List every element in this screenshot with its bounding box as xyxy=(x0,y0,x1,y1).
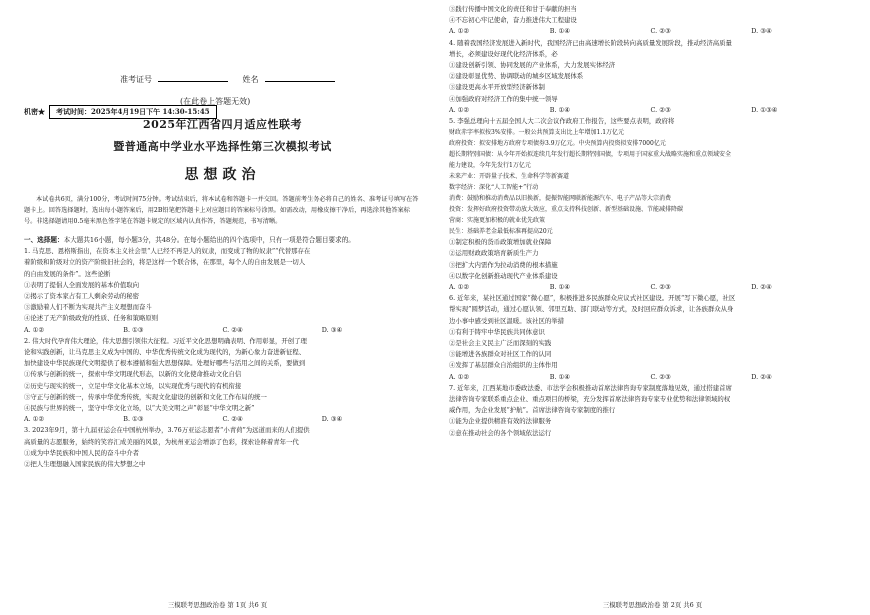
answer-option: A. ①② xyxy=(449,105,470,114)
question-choice: ③建设更高水平开放型经济新体制 xyxy=(449,83,545,92)
question xyxy=(449,38,852,116)
question-stem-line: 财政赤字率拟按3%安排。一般公共预算支出比上年增加1.1万亿元 xyxy=(449,129,625,137)
question-choice: ②意在推动社会的各个领域依法运行 xyxy=(449,428,552,437)
question-stem-line: 政府投资：拟安排地方政府专项债券3.9万亿元。中央预算内投资拟安排7000亿元 xyxy=(449,140,666,148)
secret-row xyxy=(24,105,217,119)
answer-option: A. ①② xyxy=(449,27,470,36)
question-choice: ②历史与现实的统一，立足中华文化基本立场，以实现优秀与现代的有机衔接 xyxy=(24,381,242,390)
candidate-info-line xyxy=(120,74,341,85)
answer-options xyxy=(449,282,852,293)
answer-option: B. ①③ xyxy=(123,325,144,334)
question-choice: ①能为企业提供精准有效的法律服务 xyxy=(449,417,552,426)
question-choice: ②建设彰显优势、协调联动的城乡区域发展体系 xyxy=(449,72,584,81)
question-stem-line: 论和实践创新，让马克思主义成为中国的、中华优秀传统文化成为现代的，为新心象力奋进新征程、 xyxy=(24,348,306,357)
answer-options xyxy=(24,414,421,425)
question-stem-line: 加快建设中华民族现代文明提供了根本遵循和强大思想保障。处理好哪些与活用之间的关系，要做到 xyxy=(24,359,306,368)
page-right xyxy=(435,0,870,615)
exam-title: 2025年江西省四月适应性联考 xyxy=(142,118,303,131)
answer-option: B. ①④ xyxy=(549,372,570,381)
question-choice: ①有利于铸牢中华民族共同体意识 xyxy=(449,327,545,336)
question-stem-line: 4. 随着我国经济发展进入新时代，我国经济已由高速增长阶段转向高质量发展阶段，推动经济高质量 xyxy=(449,38,732,47)
answer-options xyxy=(449,26,852,37)
answer-option: A. ①② xyxy=(449,283,470,292)
question-choice: ②运用财政政策培育新质生产力 xyxy=(449,249,539,258)
question-choice: ③守正与创新的统一，传承中华优秀传统，实现文化建设的创新和文化工作布局的统一 xyxy=(24,392,267,401)
question-stem-line: 着阶级和阶级对立的资产阶级旧社会的，将是这样一个联合体，在那里，每个人的自由发展是一切人 xyxy=(24,258,306,267)
footer-right: 三模联考思想政治卷 第 2页 共6 页 xyxy=(602,601,703,609)
subject-title: 思想政治 xyxy=(184,167,261,183)
question-choice: ③能增进各族群众对社区工作的认同 xyxy=(449,350,552,359)
question-stem-line: 2. 伟大时代孕育伟大理论，伟大思想引领伟大征程。习近平文化思想明确表明、作用彰显，开创了理 xyxy=(24,336,307,345)
question-choice: ④民族与世界的统一，坚守中华文化立场，以“大美文明之声”彰显“中华文明之新” xyxy=(24,404,255,413)
question-choice: ③把扩大内需作为拉动消费的根本措施 xyxy=(449,260,558,269)
question xyxy=(24,336,421,426)
answer-option: B. ①④ xyxy=(549,105,570,114)
question-choice: ①建设创新引领、协同发展的产业体系，大力发展实体经济 xyxy=(449,61,616,70)
question-choice: ①成为中华民族和中国人民的奋斗中介者 xyxy=(24,448,140,457)
answer-option: C. ②③ xyxy=(650,105,671,114)
answer-option: C. ②③ xyxy=(650,372,671,381)
answer-option: D. ③④ xyxy=(321,325,343,334)
question xyxy=(449,383,852,439)
question-choice: ④论述了无产阶级政党的性质、任务和策略原则 xyxy=(24,314,159,323)
question-stem-line: 6. 近年来，某社区通过国家“微心愿”，积极推进多民族群众应议式社区建设。开展“写下微心愿，社区 xyxy=(449,294,736,303)
answer-option: D. ②④ xyxy=(751,283,772,292)
question-choice: ①制定积极的货币政策增加就业保障 xyxy=(449,238,552,247)
continued-choices xyxy=(449,4,852,38)
question-stem-line: 3. 2023年9月，第十九届亚运会在中国杭州举办，3.76万亚运志愿者“小青荷”为远道而来的人们提供 xyxy=(24,426,310,435)
question-stem-line: 民生：基础养老金最低标准再提高20元 xyxy=(449,228,553,236)
question-stem-line: 数字经济：深化“人工智能+”行动 xyxy=(449,184,539,192)
section-text: 本大题共16小题，每小题3分，共48分。在每小题给出的四个选项中，只有一项是符合题目要求的。 xyxy=(63,236,355,244)
question-stem-line: 7. 近年来，江西某地市委政法委、市法学会积极推动首席法律咨询专家制度落地见效，通过搭建首席 xyxy=(449,383,732,392)
instructions: 本试卷共6页，满分100分，考试时间75分钟。考试结束后，将本试卷和答题卡一并交回。答题前考生务必将自己的姓名、准考证号填写在答题卡上。回答选择题时，选出每小题答案后，用2B铅笔把答题卡上对应题目的答案标号涂黑。如需改动，用橡皮擦干净后，再选涂其他答案标号。非选择题请用0.5毫米黑色签字笔在答题卡规定的区域内认真作答，答题规范，书写清晰。 xyxy=(24,196,419,225)
question-stem-line: 未来产业：开辟量子技术、生命科学等新赛道 xyxy=(449,173,570,181)
answer-option: C. ②④ xyxy=(222,325,243,334)
question xyxy=(24,425,421,470)
answer-option: D. ③④ xyxy=(321,415,343,424)
answer-option: A. ①② xyxy=(24,415,45,424)
question-stem-line: 帮实现”圆梦活动，通过心愿认领、邻里互助、部门联动等方式，及时回应群众诉求，让各族群众从身 xyxy=(449,305,734,314)
question-choice: ③激励着人们不断为实现共产主义理想而奋斗 xyxy=(24,303,152,312)
answer-options xyxy=(449,105,852,116)
question-stem-line: 1. 马克思、恩格斯指出，在资本主义社会里“人已经不再是人的奴隶，而变成了物的奴隶”“代替那存在 xyxy=(24,247,311,256)
footer-left: 三模联考思想政治卷 第 1页 共6 页 xyxy=(167,601,268,609)
question-choice: ④不忘初心牢记使命，奋力推进伟大工程建设 xyxy=(449,16,577,25)
section-label: 一、选择题： xyxy=(24,236,64,244)
question-stem-line: 投资：发挥好政府投资带动放大效应，重点支持科技创新、新型基础设施、节能减排降碳 xyxy=(449,206,684,214)
question-choice: ④发挥了基层群众自治组织的主体作用 xyxy=(449,361,558,370)
question-stem-line: 的自由发展的条件”。这些论断 xyxy=(24,269,111,278)
question xyxy=(449,116,852,293)
exam-no-field xyxy=(158,74,228,82)
answer-option: A. ①② xyxy=(449,372,470,381)
name-field xyxy=(265,74,335,82)
question-stem-line: 边小事中感受到社区温暖。该社区的举措 xyxy=(449,316,565,325)
invalid-note: (在此卷上答题无效) xyxy=(180,97,251,106)
question-choice: ②是社会主义民主广泛而深刻的实践 xyxy=(449,339,552,348)
answer-option: B. ①③ xyxy=(123,415,144,424)
question-stem-line: 营商：实施更加积极的就业优先政策 xyxy=(449,217,546,225)
question-choice: ④加强政府对经济工作的集中统一领导 xyxy=(449,94,558,103)
question-choice: ④以数字化创新推动现代产业体系建设 xyxy=(449,271,558,280)
answer-option: C. ②③ xyxy=(650,27,671,36)
answer-option: C. ②③ xyxy=(650,283,671,292)
question-choice: ①传承与创新的统一，探索中华文明现代形态，以新的文化使命推动文化自信 xyxy=(24,370,242,379)
question-stem-line: 超长期特别国债：从今年开始拟连续几年发行超长期特别国债，专项用于国家重大战略实施和重点领域安全 xyxy=(449,151,732,159)
question xyxy=(449,293,852,383)
question-choice: ②把人生理想融入国家民族的伟大梦想之中 xyxy=(24,460,146,469)
exam-no-label: 准考证号 xyxy=(120,75,152,84)
answer-option: D. ③④ xyxy=(751,27,772,36)
name-label: 姓名 xyxy=(242,75,259,84)
question xyxy=(24,246,421,336)
question-list-right xyxy=(449,38,852,439)
question-stem-line: 高质量的志愿服务，始终的笑容汇成美丽的风景，为杭州亚运会增添了色彩，探索诠释着青年一代 xyxy=(24,437,299,446)
exam-time-box: 考试时间：2025年4月19日下午 14:30-15:45 xyxy=(49,105,217,119)
question-list-left xyxy=(24,246,421,470)
question-stem-line: 5. 李强总理向十五届全国人大二次会议作政府工作报告，这些要点表明，政府将 xyxy=(449,117,675,126)
answer-option: D. ②④ xyxy=(751,372,772,381)
question-choice: ②揭示了资本家占有工人剩余劳动的秘密 xyxy=(24,292,140,301)
question-stem-line: 法律咨询专家联系重点企业、重点项目的桥梁，充分发挥首席法律咨询专家专业优势和法律领域的权 xyxy=(449,395,731,404)
answer-option: A. ①② xyxy=(24,325,45,334)
question-stem-line: 增长，必须建设好现代化经济体系，必 xyxy=(449,49,558,58)
answer-option: B. ①④ xyxy=(549,283,570,292)
section-heading xyxy=(24,235,421,246)
question-choice: ①表明了提倡人全面发展的基本价值取向 xyxy=(24,280,140,289)
answer-option: C. ②④ xyxy=(222,415,243,424)
exam-subtitle: 暨普通高中学业水平选择性第三次模拟考试 xyxy=(113,140,332,153)
answer-option: B. ①④ xyxy=(549,27,570,36)
answer-options xyxy=(24,325,421,336)
question-stem-line: 消费：鼓励和推动消费品以旧换新，提振智能网联新能源汽车、电子产品等大宗消费 xyxy=(449,195,672,203)
question-stem-line: 能力建设，今年先发行1万亿元 xyxy=(449,162,531,170)
answer-option: D. ①③④ xyxy=(751,105,778,114)
question-choice: ③践行传播中国文化的责任和甘于奉献的担当 xyxy=(449,5,577,13)
question-stem-line: 威作用，为企业发展“护航”。首席法律咨询专家制度的推行 xyxy=(449,406,616,415)
answer-options xyxy=(449,372,852,383)
secret-label: 机密★ xyxy=(24,107,45,116)
